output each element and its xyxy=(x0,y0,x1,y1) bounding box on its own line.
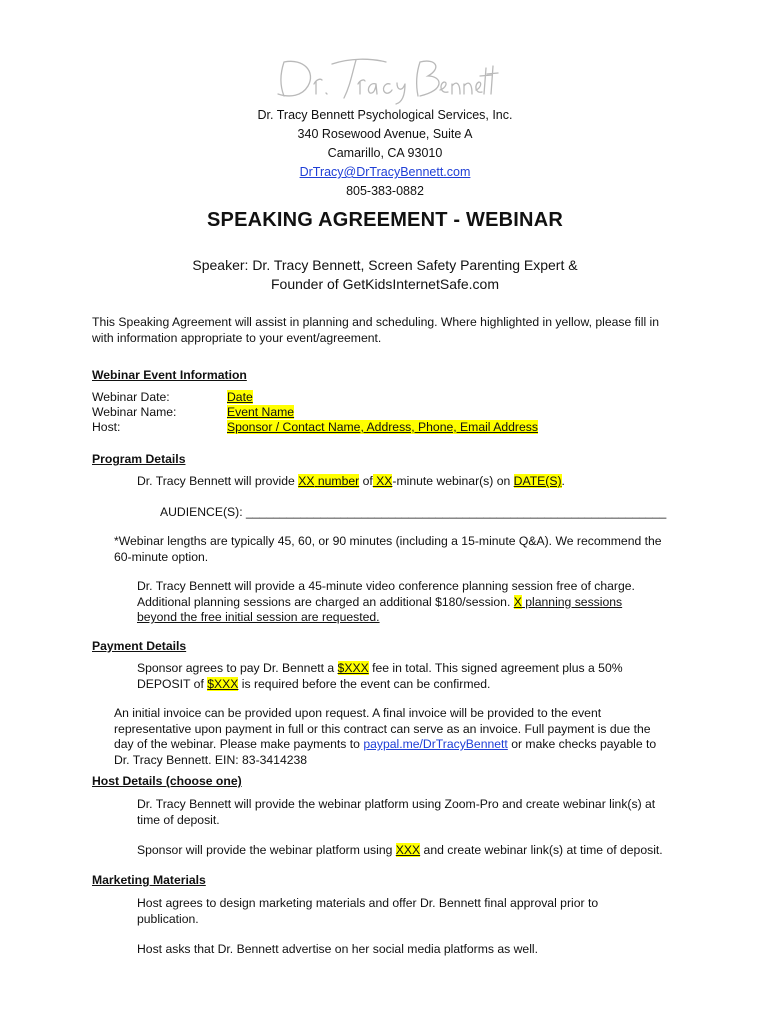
program-text-period: . xyxy=(561,474,565,488)
number-field[interactable]: number xyxy=(317,474,360,488)
host-option-1-line-1: Dr. Tracy Bennett will provide the webinar platform using Zoom-Pro and create webinar link(s) at xyxy=(137,797,656,811)
fee-text: Sponsor agrees to pay Dr. Bennett a xyxy=(137,661,338,675)
intro-line-1: This Speaking Agreement will assist in planning and scheduling. Where highlighted in yellow, please fill in xyxy=(92,315,660,329)
marketing-line-2: publication. xyxy=(137,911,199,926)
event-name-field[interactable]: Event Name xyxy=(227,405,295,419)
marketing-paragraph-1 xyxy=(137,896,598,927)
signature-logo xyxy=(270,44,500,106)
deposit-amount-field[interactable]: $XXX xyxy=(207,676,239,691)
fee-paragraph xyxy=(137,661,623,692)
program-text: Dr. Tracy Bennett will provide xyxy=(137,474,299,488)
intro-line-2: with information appropriate to your event/agreement. xyxy=(92,330,382,345)
fee-line-2 xyxy=(137,677,623,693)
letterhead xyxy=(0,106,770,201)
city-state-zip: Camarillo, CA 93010 xyxy=(327,146,443,160)
speaker-line-2: Founder of GetKidsInternetSafe.com xyxy=(270,276,499,292)
paypal-link[interactable]: paypal.me/DrTracyBennett xyxy=(363,737,508,751)
plan-line-2 xyxy=(137,595,635,611)
program-provide-line xyxy=(137,474,565,490)
marketing-paragraph-2: Host asks that Dr. Bennett advertise on her social media platforms as well. xyxy=(137,942,539,956)
planning-count-field[interactable]: X xyxy=(513,594,522,609)
invoice-paragraph xyxy=(114,706,656,768)
dates-field[interactable]: DATE(S) xyxy=(513,474,562,488)
speaker-info xyxy=(0,256,770,294)
email-link[interactable]: DrTracy@DrTracyBennett.com xyxy=(299,165,471,179)
webinar-count-field[interactable]: XX xyxy=(298,474,315,488)
invoice-line-1: An initial invoice can be provided upon request. A final invoice will be provided to the event xyxy=(114,706,602,720)
host-option-1[interactable] xyxy=(137,797,655,828)
event-info-heading: Webinar Event Information xyxy=(92,368,247,382)
deposit-text: DEPOSIT of xyxy=(137,676,208,691)
platform-field[interactable]: XXX xyxy=(395,843,421,857)
host-details-heading: Host Details (choose one) xyxy=(92,774,242,788)
plan-line-1: Dr. Tracy Bennett will provide a 45-minute video conference planning session free of charge. xyxy=(137,579,635,593)
name-label: Webinar Name: xyxy=(92,405,177,419)
planning-session-paragraph xyxy=(137,579,635,626)
invoice-text: day of the webinar. Please make payments to xyxy=(114,737,364,751)
company-name: Dr. Tracy Bennett Psychological Services, Inc. xyxy=(257,108,513,122)
invoice-line-2: representative upon payment in full or this contract can serve as an invoice. Full payment is due the xyxy=(114,721,651,736)
webinar-length-note xyxy=(114,534,662,565)
host-option-2[interactable] xyxy=(137,843,663,859)
invoice-line-4: Dr. Tracy Bennett. EIN: 83-3414238 xyxy=(114,752,308,767)
fee-text-2: fee in total. This signed agreement plus a 50% xyxy=(368,661,623,675)
host-field[interactable]: Sponsor / Contact Name, Address, Phone, Email Address xyxy=(227,420,538,434)
plan-line-3: beyond the free initial session are requested. xyxy=(137,610,380,624)
host-label: Host: xyxy=(92,420,121,434)
note-line-1: *Webinar lengths are typically 45, 60, or 90 minutes (including a 15-minute Q&A). We recommend the xyxy=(114,534,662,548)
date-label: Webinar Date: xyxy=(92,390,170,404)
signature-logo-graphic xyxy=(270,44,500,106)
marketing-heading: Marketing Materials xyxy=(92,873,206,887)
host-option-2-text-2: and create webinar link(s) at time of deposit. xyxy=(420,843,663,857)
date-field[interactable]: Date xyxy=(227,390,253,404)
duration-field[interactable]: XX xyxy=(372,474,393,488)
program-text-of: of xyxy=(359,474,373,488)
street-address: 340 Rosewood Avenue, Suite A xyxy=(297,127,473,141)
fee-line-1 xyxy=(137,661,623,677)
host-option-1-line-2: time of deposit. xyxy=(137,812,220,827)
host-option-2-text: Sponsor will provide the webinar platform using xyxy=(137,843,396,857)
program-details-heading: Program Details xyxy=(92,452,186,466)
fee-amount-field[interactable]: $XXX xyxy=(337,661,369,675)
invoice-text-2: or make checks payable to xyxy=(507,737,657,751)
page-title: SPEAKING AGREEMENT - WEBINAR xyxy=(207,209,563,231)
marketing-line-1: Host agrees to design marketing materials and offer Dr. Bennett final approval prior to xyxy=(137,896,599,910)
invoice-line-3 xyxy=(114,737,656,753)
payment-details-heading: Payment Details xyxy=(92,639,187,653)
intro-paragraph xyxy=(92,315,659,346)
phone-number: 805-383-0882 xyxy=(346,184,424,198)
plan-text-underlined: planning sessions xyxy=(521,594,623,609)
plan-text: Additional planning sessions are charged an additional $180/session. xyxy=(137,594,514,609)
program-text-minute: -minute webinar(s) on xyxy=(392,474,514,488)
speaker-line-1: Speaker: Dr. Tracy Bennett, Screen Safety Parenting Expert & xyxy=(192,257,578,273)
audience-field[interactable]: AUDIENCE(S): ______________________________________________________________ xyxy=(160,505,667,519)
deposit-text-2: is required before the event can be confirmed. xyxy=(238,676,491,691)
note-line-2: 60-minute option. xyxy=(114,549,209,564)
